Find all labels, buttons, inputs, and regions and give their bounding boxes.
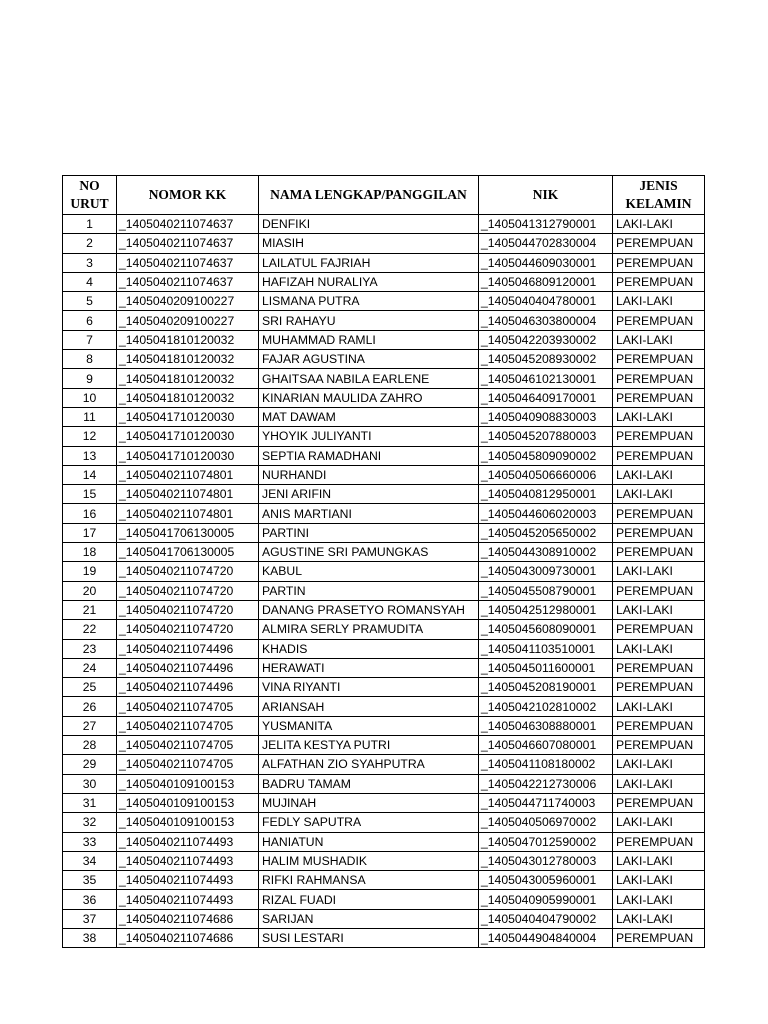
table-row [63, 774, 705, 793]
table-row [63, 234, 705, 253]
cell-nik: _1405046809120001 [479, 272, 613, 291]
cell-nik: _1405045508790001 [479, 581, 613, 600]
cell-nomor-kk: _1405040211074720 [117, 620, 259, 639]
cell-nik: _1405045809090002 [479, 446, 613, 465]
cell-no-urut: 15 [63, 485, 117, 504]
cell-nik: _1405044606020003 [479, 504, 613, 523]
cell-nomor-kk: _1405040211074720 [117, 600, 259, 619]
cell-nomor-kk: _1405041810120032 [117, 369, 259, 388]
cell-no-urut: 19 [63, 562, 117, 581]
cell-no-urut: 33 [63, 832, 117, 851]
header-row [63, 176, 705, 215]
table-row [63, 272, 705, 291]
cell-nik: _1405045208190001 [479, 678, 613, 697]
table-row [63, 736, 705, 755]
cell-nomor-kk: _1405040211074720 [117, 581, 259, 600]
cell-no-urut: 20 [63, 581, 117, 600]
cell-jenis-kelamin: LAKI-LAKI [613, 292, 705, 311]
cell-nama: BADRU TAMAM [259, 774, 479, 793]
cell-nomor-kk: _1405040211074801 [117, 485, 259, 504]
cell-nomor-kk: _1405041810120032 [117, 350, 259, 369]
cell-nik: _1405041108180002 [479, 755, 613, 774]
cell-no-urut: 1 [63, 215, 117, 234]
cell-nama: ALMIRA SERLY PRAMUDITA [259, 620, 479, 639]
cell-nik: _1405043012780003 [479, 851, 613, 870]
cell-jenis-kelamin: LAKI-LAKI [613, 485, 705, 504]
table-row [63, 890, 705, 909]
table-row [63, 716, 705, 735]
cell-nomor-kk: _1405041706130005 [117, 523, 259, 542]
table-row [63, 407, 705, 426]
cell-nama: JENI ARIFIN [259, 485, 479, 504]
cell-jenis-kelamin: PEREMPUAN [613, 523, 705, 542]
cell-no-urut: 2 [63, 234, 117, 253]
cell-no-urut: 36 [63, 890, 117, 909]
cell-nama: GHAITSAA NABILA EARLENE [259, 369, 479, 388]
cell-nomor-kk: _1405040211074705 [117, 755, 259, 774]
table-row [63, 928, 705, 947]
cell-nama: NURHANDI [259, 465, 479, 484]
cell-no-urut: 35 [63, 871, 117, 890]
cell-no-urut: 13 [63, 446, 117, 465]
cell-nik: _1405040506660006 [479, 465, 613, 484]
cell-nama: AGUSTINE SRI PAMUNGKAS [259, 543, 479, 562]
cell-nama: MIASIH [259, 234, 479, 253]
cell-nama: MUHAMMAD RAMLI [259, 330, 479, 349]
cell-jenis-kelamin: LAKI-LAKI [613, 755, 705, 774]
cell-nik: _1405042212730006 [479, 774, 613, 793]
cell-no-urut: 3 [63, 253, 117, 272]
cell-jenis-kelamin: LAKI-LAKI [613, 600, 705, 619]
cell-nik: _1405040908830003 [479, 407, 613, 426]
cell-nama: HAFIZAH NURALIYA [259, 272, 479, 291]
cell-nik: _1405040404780001 [479, 292, 613, 311]
cell-no-urut: 7 [63, 330, 117, 349]
cell-nik: _1405040905990001 [479, 890, 613, 909]
cell-nik: _1405046409170001 [479, 388, 613, 407]
cell-jenis-kelamin: PEREMPUAN [613, 736, 705, 755]
cell-jenis-kelamin: PEREMPUAN [613, 388, 705, 407]
cell-nama: SRI RAHAYU [259, 311, 479, 330]
table-row [63, 215, 705, 234]
table-row [63, 350, 705, 369]
cell-jenis-kelamin: PEREMPUAN [613, 658, 705, 677]
table-row [63, 504, 705, 523]
cell-nama: KABUL [259, 562, 479, 581]
cell-nama: HERAWATI [259, 658, 479, 677]
cell-no-urut: 21 [63, 600, 117, 619]
cell-jenis-kelamin: PEREMPUAN [613, 832, 705, 851]
cell-jenis-kelamin: PEREMPUAN [613, 272, 705, 291]
header-nik: NIK [479, 176, 613, 215]
cell-nama: SUSI LESTARI [259, 928, 479, 947]
cell-nama: PARTIN [259, 581, 479, 600]
cell-jenis-kelamin: PEREMPUAN [613, 928, 705, 947]
cell-jenis-kelamin: LAKI-LAKI [613, 407, 705, 426]
cell-nomor-kk: _1405040211074705 [117, 697, 259, 716]
cell-nik: _1405040812950001 [479, 485, 613, 504]
cell-nik: _1405044308910002 [479, 543, 613, 562]
cell-nomor-kk: _1405040211074801 [117, 504, 259, 523]
cell-nama: PARTINI [259, 523, 479, 542]
cell-nomor-kk: _1405040211074493 [117, 832, 259, 851]
cell-nama: SEPTIA RAMADHANI [259, 446, 479, 465]
cell-nama: SARIJAN [259, 909, 479, 928]
cell-jenis-kelamin: LAKI-LAKI [613, 909, 705, 928]
cell-nik: _1405045608090001 [479, 620, 613, 639]
cell-no-urut: 22 [63, 620, 117, 639]
cell-nomor-kk: _1405040211074637 [117, 234, 259, 253]
table-row [63, 697, 705, 716]
cell-nik: _1405047012590002 [479, 832, 613, 851]
cell-nomor-kk: _1405040211074637 [117, 272, 259, 291]
cell-no-urut: 17 [63, 523, 117, 542]
table-row [63, 793, 705, 812]
cell-jenis-kelamin: PEREMPUAN [613, 446, 705, 465]
population-table [62, 175, 705, 948]
cell-nik: _1405046102130001 [479, 369, 613, 388]
cell-no-urut: 8 [63, 350, 117, 369]
cell-nomor-kk: _1405040211074705 [117, 716, 259, 735]
cell-nomor-kk: _1405040211074705 [117, 736, 259, 755]
cell-no-urut: 23 [63, 639, 117, 658]
cell-nik: _1405046607080001 [479, 736, 613, 755]
cell-nama: HALIM MUSHADIK [259, 851, 479, 870]
cell-nomor-kk: _1405040211074493 [117, 871, 259, 890]
cell-no-urut: 18 [63, 543, 117, 562]
cell-nomor-kk: _1405041710120030 [117, 427, 259, 446]
cell-nomor-kk: _1405040209100227 [117, 311, 259, 330]
cell-nomor-kk: _1405040211074720 [117, 562, 259, 581]
cell-nomor-kk: _1405040109100153 [117, 793, 259, 812]
cell-jenis-kelamin: LAKI-LAKI [613, 774, 705, 793]
cell-jenis-kelamin: PEREMPUAN [613, 311, 705, 330]
table-row [63, 427, 705, 446]
cell-nomor-kk: _1405040211074637 [117, 215, 259, 234]
table-row [63, 581, 705, 600]
header-nomor-kk: NOMOR KK [117, 176, 259, 215]
table-row [63, 813, 705, 832]
cell-no-urut: 31 [63, 793, 117, 812]
cell-nik: _1405042512980001 [479, 600, 613, 619]
cell-nama: MUJINAH [259, 793, 479, 812]
cell-nik: _1405045207880003 [479, 427, 613, 446]
cell-no-urut: 34 [63, 851, 117, 870]
cell-jenis-kelamin: PEREMPUAN [613, 793, 705, 812]
cell-nama: ARIANSAH [259, 697, 479, 716]
cell-nomor-kk: _1405040209100227 [117, 292, 259, 311]
cell-nama: LAILATUL FAJRIAH [259, 253, 479, 272]
cell-nomor-kk: _1405040109100153 [117, 774, 259, 793]
cell-nomor-kk: _1405041810120032 [117, 388, 259, 407]
cell-nama: ANIS MARTIANI [259, 504, 479, 523]
cell-nama: KINARIAN MAULIDA ZAHRO [259, 388, 479, 407]
table-row [63, 871, 705, 890]
cell-nama: DANANG PRASETYO ROMANSYAH [259, 600, 479, 619]
table-row [63, 369, 705, 388]
table-row [63, 330, 705, 349]
table-row [63, 253, 705, 272]
cell-jenis-kelamin: PEREMPUAN [613, 543, 705, 562]
cell-nama: RIZAL FUADI [259, 890, 479, 909]
table-row [63, 658, 705, 677]
cell-jenis-kelamin: LAKI-LAKI [613, 562, 705, 581]
table-row [63, 600, 705, 619]
cell-nomor-kk: _1405040211074686 [117, 909, 259, 928]
cell-jenis-kelamin: LAKI-LAKI [613, 813, 705, 832]
cell-no-urut: 28 [63, 736, 117, 755]
cell-nomor-kk: _1405040109100153 [117, 813, 259, 832]
cell-jenis-kelamin: LAKI-LAKI [613, 330, 705, 349]
cell-no-urut: 32 [63, 813, 117, 832]
table-row [63, 311, 705, 330]
table-row [63, 755, 705, 774]
table-row [63, 851, 705, 870]
cell-no-urut: 4 [63, 272, 117, 291]
cell-nomor-kk: _1405040211074637 [117, 253, 259, 272]
cell-jenis-kelamin: PEREMPUAN [613, 234, 705, 253]
header-nama-lengkap: NAMA LENGKAP/PANGGILAN [259, 176, 479, 215]
cell-nik: _1405044711740003 [479, 793, 613, 812]
cell-nomor-kk: _1405041706130005 [117, 543, 259, 562]
cell-nama: HANIATUN [259, 832, 479, 851]
cell-jenis-kelamin: LAKI-LAKI [613, 697, 705, 716]
table-row [63, 620, 705, 639]
cell-no-urut: 37 [63, 909, 117, 928]
cell-no-urut: 5 [63, 292, 117, 311]
cell-jenis-kelamin: PEREMPUAN [613, 620, 705, 639]
cell-nomor-kk: _1405040211074493 [117, 890, 259, 909]
cell-nomor-kk: _1405040211074801 [117, 465, 259, 484]
cell-nik: _1405045011600001 [479, 658, 613, 677]
cell-nik: _1405044609030001 [479, 253, 613, 272]
cell-no-urut: 9 [63, 369, 117, 388]
table-row [63, 909, 705, 928]
cell-jenis-kelamin: LAKI-LAKI [613, 465, 705, 484]
cell-nama: FEDLY SAPUTRA [259, 813, 479, 832]
cell-no-urut: 16 [63, 504, 117, 523]
cell-no-urut: 6 [63, 311, 117, 330]
table-row [63, 388, 705, 407]
cell-nik: _1405040404790002 [479, 909, 613, 928]
cell-jenis-kelamin: LAKI-LAKI [613, 871, 705, 890]
table-body [63, 215, 705, 948]
cell-nama: MAT DAWAM [259, 407, 479, 426]
cell-nama: VINA RIYANTI [259, 678, 479, 697]
cell-jenis-kelamin: PEREMPUAN [613, 253, 705, 272]
cell-no-urut: 24 [63, 658, 117, 677]
table-row [63, 523, 705, 542]
cell-jenis-kelamin: PEREMPUAN [613, 427, 705, 446]
cell-no-urut: 26 [63, 697, 117, 716]
cell-no-urut: 38 [63, 928, 117, 947]
cell-no-urut: 30 [63, 774, 117, 793]
cell-nama: RIFKI RAHMANSA [259, 871, 479, 890]
cell-nomor-kk: _1405040211074496 [117, 639, 259, 658]
cell-nama: FAJAR AGUSTINA [259, 350, 479, 369]
table-row [63, 465, 705, 484]
cell-no-urut: 12 [63, 427, 117, 446]
cell-nik: _1405046303800004 [479, 311, 613, 330]
cell-jenis-kelamin: PEREMPUAN [613, 504, 705, 523]
cell-nik: _1405045208930002 [479, 350, 613, 369]
cell-nomor-kk: _1405041710120030 [117, 446, 259, 465]
table-row [63, 562, 705, 581]
cell-jenis-kelamin: PEREMPUAN [613, 350, 705, 369]
cell-jenis-kelamin: LAKI-LAKI [613, 639, 705, 658]
cell-no-urut: 11 [63, 407, 117, 426]
header-jenis-kelamin: JENIS KELAMIN [613, 176, 705, 215]
cell-nik: _1405043005960001 [479, 871, 613, 890]
cell-nomor-kk: _1405040211074493 [117, 851, 259, 870]
cell-no-urut: 29 [63, 755, 117, 774]
cell-nik: _1405040506970002 [479, 813, 613, 832]
cell-jenis-kelamin: PEREMPUAN [613, 716, 705, 735]
cell-nomor-kk: _1405040211074496 [117, 678, 259, 697]
cell-nik: _1405041312790001 [479, 215, 613, 234]
table-row [63, 639, 705, 658]
header-no-urut: NO URUT [63, 176, 117, 215]
cell-nomor-kk: _1405041710120030 [117, 407, 259, 426]
cell-nomor-kk: _1405040211074496 [117, 658, 259, 677]
cell-nik: _1405042102810002 [479, 697, 613, 716]
table-row [63, 678, 705, 697]
cell-nik: _1405044904840004 [479, 928, 613, 947]
cell-nik: _1405041103510001 [479, 639, 613, 658]
cell-nama: LISMANA PUTRA [259, 292, 479, 311]
cell-nik: _1405045205650002 [479, 523, 613, 542]
cell-nik: _1405043009730001 [479, 562, 613, 581]
cell-jenis-kelamin: LAKI-LAKI [613, 215, 705, 234]
cell-nomor-kk: _1405041810120032 [117, 330, 259, 349]
cell-jenis-kelamin: LAKI-LAKI [613, 851, 705, 870]
table-row [63, 485, 705, 504]
cell-nama: YUSMANITA [259, 716, 479, 735]
table-row [63, 832, 705, 851]
cell-nama: KHADIS [259, 639, 479, 658]
cell-nama: DENFIKI [259, 215, 479, 234]
table-row [63, 292, 705, 311]
cell-no-urut: 10 [63, 388, 117, 407]
cell-jenis-kelamin: LAKI-LAKI [613, 890, 705, 909]
cell-jenis-kelamin: PEREMPUAN [613, 678, 705, 697]
cell-nik: _1405042203930002 [479, 330, 613, 349]
cell-nik: _1405046308880001 [479, 716, 613, 735]
cell-nama: ALFATHAN ZIO SYAHPUTRA [259, 755, 479, 774]
cell-nama: JELITA KESTYA PUTRI [259, 736, 479, 755]
cell-no-urut: 25 [63, 678, 117, 697]
cell-jenis-kelamin: PEREMPUAN [613, 581, 705, 600]
cell-nomor-kk: _1405040211074686 [117, 928, 259, 947]
cell-nama: YHOYIK JULIYANTI [259, 427, 479, 446]
table-row [63, 446, 705, 465]
cell-nik: _1405044702830004 [479, 234, 613, 253]
cell-no-urut: 27 [63, 716, 117, 735]
cell-no-urut: 14 [63, 465, 117, 484]
cell-jenis-kelamin: PEREMPUAN [613, 369, 705, 388]
table-row [63, 543, 705, 562]
